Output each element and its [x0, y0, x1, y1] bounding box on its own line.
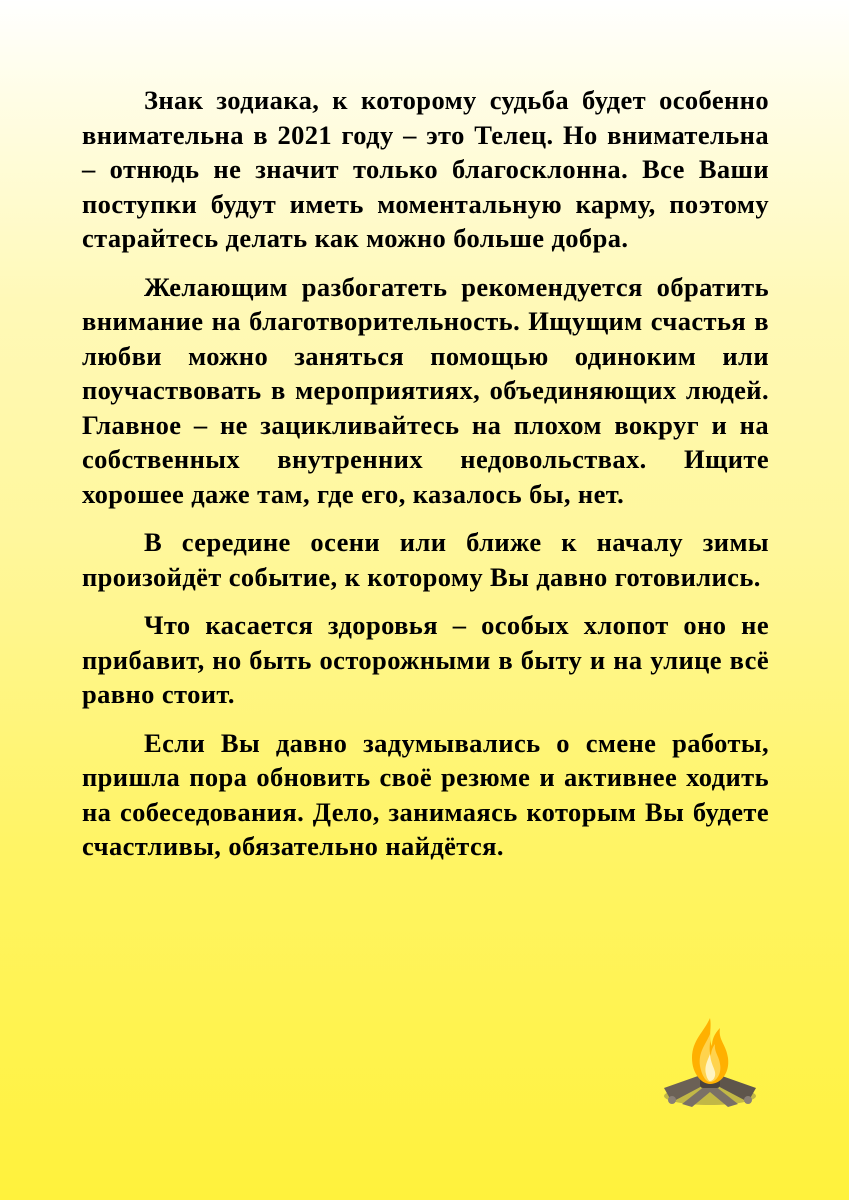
paragraph-4: Что касается здоровья – особых хлопот оно не прибавит, но быть осторожными в быту и на улице всё равно стоит. — [82, 610, 769, 709]
document-body — [82, 83, 769, 878]
paragraph-3: В середине осени или ближе к началу зимы произойдёт событие, к которому Вы давно готовились. — [82, 527, 769, 592]
campfire-icon — [662, 1012, 758, 1110]
paragraph-5: Если Вы давно задумывались о смене работы, пришла пора обновить своё резюме и активнее ходить на собеседования. Дело, занимаясь которым Вы будете счастливы, обязательно найдётся. — [82, 727, 769, 861]
paragraph-2: Желающим разбогатеть рекомендуется обратить внимание на благотворительность. Ищущим счастья в любви можно заняться помощью одиноким или поучаствовать в мероприятиях, объединяющих людей. Главное – не зацикливайтесь на плохом вокруг и на собственных внутренних недовольствах. Ищите хорошее даже там, где его, казалось бы, нет. — [82, 271, 769, 509]
paragraph-1: Знак зодиака, к которому судьба будет особенно внимательна в 2021 году – это Телец. Но внимательна – отнюдь не значит только благосклонна. Все Ваши поступки будут иметь моментальную карму, поэтому старайтесь делать как можно больше добра. — [82, 85, 769, 253]
